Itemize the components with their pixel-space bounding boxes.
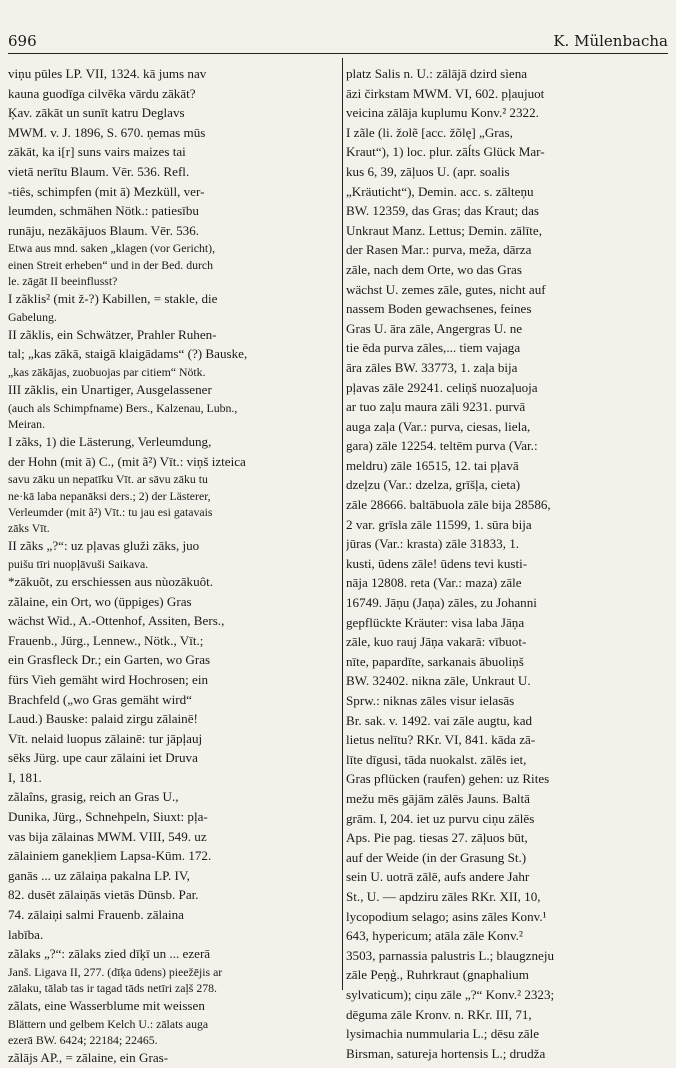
text-line: sylvaticum); ciņu zāle „?“ Konv.² 2323; <box>346 986 555 1002</box>
text-line: MWM. v. J. 1896, S. 670. ņemas mūs <box>8 124 206 140</box>
text-line: zãlājs AP., = zālaine, ein Gras- <box>8 1050 169 1066</box>
text-line: 643, hypericum; atāla zāle Konv.² <box>346 928 523 944</box>
left-column <box>8 64 339 1066</box>
text-line: zāle 28666. baltābuola zāle bija 28586, <box>346 497 551 513</box>
text-line: runāju, nezākājuos Blaum. Vēr. 536. <box>8 222 200 238</box>
text-line: Gras pflücken (raufen) gehen: uz Rites <box>346 771 550 787</box>
text-line: savu zāku un nepatīku Vīt. ar sāvu zāku tu <box>8 472 208 487</box>
text-line: zālainiem ganekļiem Lapsa-Kūm. 172. <box>8 848 212 864</box>
text-line: St., U. — apdziru zāles RKr. XII, 10, <box>346 888 541 904</box>
text-line: I, 181. <box>8 769 42 785</box>
text-line: Gras U. āra zāle, Angergras U. ne <box>346 320 523 336</box>
text-line: wächst Wid., A.-Ottenhof, Assiten, Bers., <box>8 613 225 629</box>
text-line: dzeļzu (Var.: dzelza, grīšļa, cieta) <box>346 477 521 493</box>
text-line: zãlats, eine Wasserblume mit weissen <box>8 998 205 1014</box>
text-line: puišu tīri nuopļāvuši Saikava. <box>8 556 149 571</box>
text-line: kusti, ūdens zāle! ūdens tevi kusti- <box>346 555 528 571</box>
text-line: lietus nelītu? RKr. VI, 841. kāda zā- <box>346 732 536 748</box>
text-line: kus 6, 39, zāļuos U. (apr. soalis <box>346 163 510 179</box>
text-line: 2 var. grīsla zāle 11599, 1. sūra bija <box>346 516 532 532</box>
text-line: I zãks, 1) die Lästerung, Verleumdung, <box>8 434 212 450</box>
text-line: 16749. Jāņu (Jaņa) zāles, zu Johanni <box>346 595 537 611</box>
text-line: II zãklis, ein Schwätzer, Prahler Ruhen- <box>8 326 217 342</box>
text-line: lysimachia nummularia L.; dēsu zāle <box>346 1026 540 1042</box>
text-line: Etwa aus mnd. saken „klagen (vor Gericht), <box>8 241 216 256</box>
text-line: āra zāles BW. 33773, 1. zaļa bija <box>346 359 518 375</box>
text-line: Br. sak. v. 1492. vai zāle augtu, kad <box>346 712 533 728</box>
text-line: kauna guodīga cilvēka vārdu zākāt? <box>8 85 196 101</box>
text-line: BW. 12359, das Gras; das Kraut; das <box>346 203 539 219</box>
text-line: auga zaļa (Var.: purva, ciesas, liela, <box>346 418 531 434</box>
text-line: Verleumder (mit ã²) Vīt.: tu jau esi gatavais <box>8 504 213 519</box>
text-line: veicina zālāja kuplumu Konv.² 2322. <box>346 105 539 121</box>
text-line: -tiês, schimpfen (mit ā) Mezküll, ver- <box>8 183 205 199</box>
page-header <box>8 28 668 50</box>
text-line: I zãklis² (mit ž-?) Kabillen, = stakle, die <box>8 290 218 306</box>
text-line: zākāt, ka i[r] suns vairs maizes tai <box>8 144 186 160</box>
text-line: Kraut“), 1) loc. plur. zāĺts Glück Mar- <box>346 144 545 160</box>
text-line: nassem Boden gewachsenes, feines <box>346 301 532 317</box>
text-line: platz Salis n. U.: zālājā dzird sìena <box>346 66 528 81</box>
text-line: ar tuo zaļu maura zāli 9231. purvā <box>346 399 526 415</box>
text-line: gara) zāle 12254. teltēm purva (Var.: <box>346 438 538 454</box>
text-line: grām. I, 204. iet uz purvu ciņu zālēs <box>346 810 535 826</box>
text-line: 3503, parnassia palustris L.; blaugzneju <box>346 947 554 963</box>
text-line: I zãle (li. žolẽ [acc. žõlę] „Gras, <box>346 124 513 140</box>
text-line: līte dīgusi, tāda nuokalst. zālēs iet, <box>346 751 527 767</box>
text-line: der Rasen Mar.: purva, meža, dārza <box>346 242 532 258</box>
text-line: mežu mēs gājām zālēs Jauns. Baltā <box>346 790 530 806</box>
text-line: jūras (Var.: krasta) zāle 31833, 1. <box>346 536 520 552</box>
text-line: tie ēda purva zāles,... tiem vajaga <box>346 340 521 356</box>
text-line: zāle, nach dem Orte, wo das Gras <box>346 261 522 277</box>
text-line: meldru) zāle 16515, 12. tai pļavā <box>346 457 519 473</box>
text-line: Janš. Ligava II, 277. (dīķa ūdens) pieežējis ar <box>8 964 223 979</box>
text-line: zālaku, tālab tas ir tagad tāds netīri zaļš 278. <box>8 981 217 996</box>
text-line: *zākuõt, zu erschiessen aus nùozākuôt. <box>8 573 214 589</box>
text-line: labība. <box>8 926 44 942</box>
text-line: III zãklis, ein Unartiger, Ausgelassener <box>8 382 212 398</box>
text-line: vietā nerītu Blaum. Vēr. 536. Refl. <box>8 163 190 179</box>
text-line: BW. 32402. nikna zāle, Unkraut U. <box>346 673 531 689</box>
text-line: zãlaks „?“: zālaks zied dīķī un ... ezerā <box>8 946 211 962</box>
text-line: II zãks „?“: uz pļavas gluži zāks, juo <box>8 538 200 554</box>
text-line: Aps. Pie pag. tiesas 27. zāļuos būt, <box>346 830 528 846</box>
text-line: 82. dusēt zālaiņās vietās Dūnsb. Par. <box>8 887 199 903</box>
text-line: zãlaîns, grasig, reich an Gras U., <box>8 789 179 805</box>
text-line: Birsman, satureja hortensis L.; drudža <box>346 1045 546 1061</box>
running-title: K. Mülenbacha <box>553 32 668 50</box>
text-line: einen Streit erheben“ und in der Bed. durch <box>8 257 214 272</box>
text-line: Frauenb., Jürg., Lennew., Nötk., Vīt.; <box>8 632 204 648</box>
text-line: le. zāgāt II beeinflusst? <box>8 273 118 288</box>
text-line: zāle, kuo rauj Jāņa vakarā: vībuot- <box>346 634 527 650</box>
text-line: Ķav. zākāt un sunīt katru Deglavs <box>8 105 185 121</box>
text-line: gepflückte Kräuter: visa laba Jāņa <box>346 614 525 630</box>
text-line: 74. zālaiņi salmi Frauenb. zālaina <box>8 907 184 923</box>
text-line: nāja 12808. reta (Var.: maza) zāle <box>346 575 522 591</box>
text-line: Brachfeld („wo Gras gemäht wird“ <box>8 691 192 707</box>
header-rule <box>8 53 668 54</box>
text-line: Laud.) Bauske: palaid zirgu zālainē! <box>8 711 198 727</box>
text-line: wächst U. zemes zāle, gutes, nicht auf <box>346 281 546 297</box>
text-line: lycopodium selago; asins zāles Konv.¹ <box>346 908 547 924</box>
text-line: der Hohn (mit ā) C., (mit ã²) Vīt.: viņš izteica <box>8 453 246 469</box>
text-line: āzi čirkstam MWM. VI, 602. pļaujuot <box>346 85 545 101</box>
text-line: tal; „kas zākā, staigā klaigādams“ (?) Bauske, <box>8 346 248 362</box>
text-line: ne·kā laba nepanāksi ders.; 2) der Lästerer, <box>8 488 211 503</box>
text-line: zāks Vīt. <box>8 520 50 535</box>
text-line: Gabelung. <box>8 309 57 324</box>
column-divider <box>342 58 343 990</box>
text-line: leumden, schmähen Nötk.: patiesību <box>8 203 199 219</box>
text-line: fürs Vieh gemäht wird Hochrosen; ein <box>8 671 209 687</box>
text-line: „kas zākājas, zuobuojas par citiem“ Nötk. <box>8 364 206 379</box>
right-column <box>346 64 668 1061</box>
text-line: viņu pūles LP. VII, 1324. kā jums nav <box>8 66 207 81</box>
text-line: zãlaine, ein Ort, wo (üppiges) Gras <box>8 593 192 609</box>
text-line: ezerā BW. 6424; 22184; 22465. <box>8 1033 158 1048</box>
text-line: Blättern und gelbem Kelch U.: zālats auga <box>8 1016 209 1031</box>
text-line: Unkraut Manz. Lettus; Demin. zālīte, <box>346 222 542 238</box>
page-number: 696 <box>8 32 37 50</box>
text-line: Vīt. nelaid luopus zālainē: tur jāpļauj <box>8 730 203 746</box>
text-line: „Kräuticht“), Demin. acc. s. zālteņu <box>346 183 534 199</box>
text-line: auf der Weide (in der Grasung St.) <box>346 849 527 865</box>
text-line: pļavas zāle 29241. celiņš nuozaļuoja <box>346 379 538 395</box>
text-line: dēguma zāle Kronv. n. RKr. III, 71, <box>346 1006 532 1022</box>
text-line: Sprw.: niknas zāles visur ielasās <box>346 693 515 708</box>
text-line: Meiran. <box>8 416 46 431</box>
text-line: zāle Peņģ., Ruhrkraut (gnaphalium <box>346 967 529 983</box>
text-line: Dunika, Jürg., Schnehpeln, Siuxt: pļa- <box>8 809 208 825</box>
text-line: (auch als Schimpfname) Bers., Kalzenau, Lubn., <box>8 400 238 415</box>
text-line: ein Grasfleck Dr.; ein Garten, wo Gras <box>8 652 211 668</box>
text-line: sein U. uotrā zālē, aufs andere Jahr <box>346 869 530 885</box>
text-line: vas bija zālainas MWM. VIII, 549. uz <box>8 828 207 844</box>
text-line: sēks Jürg. upe caur zālaini iet Druva <box>8 750 198 766</box>
text-line: nīte, papardīte, sarkanais ābuoliņš <box>346 653 524 669</box>
text-line: ganās ... uz zālaiņa pakalna LP. IV, <box>8 867 190 883</box>
